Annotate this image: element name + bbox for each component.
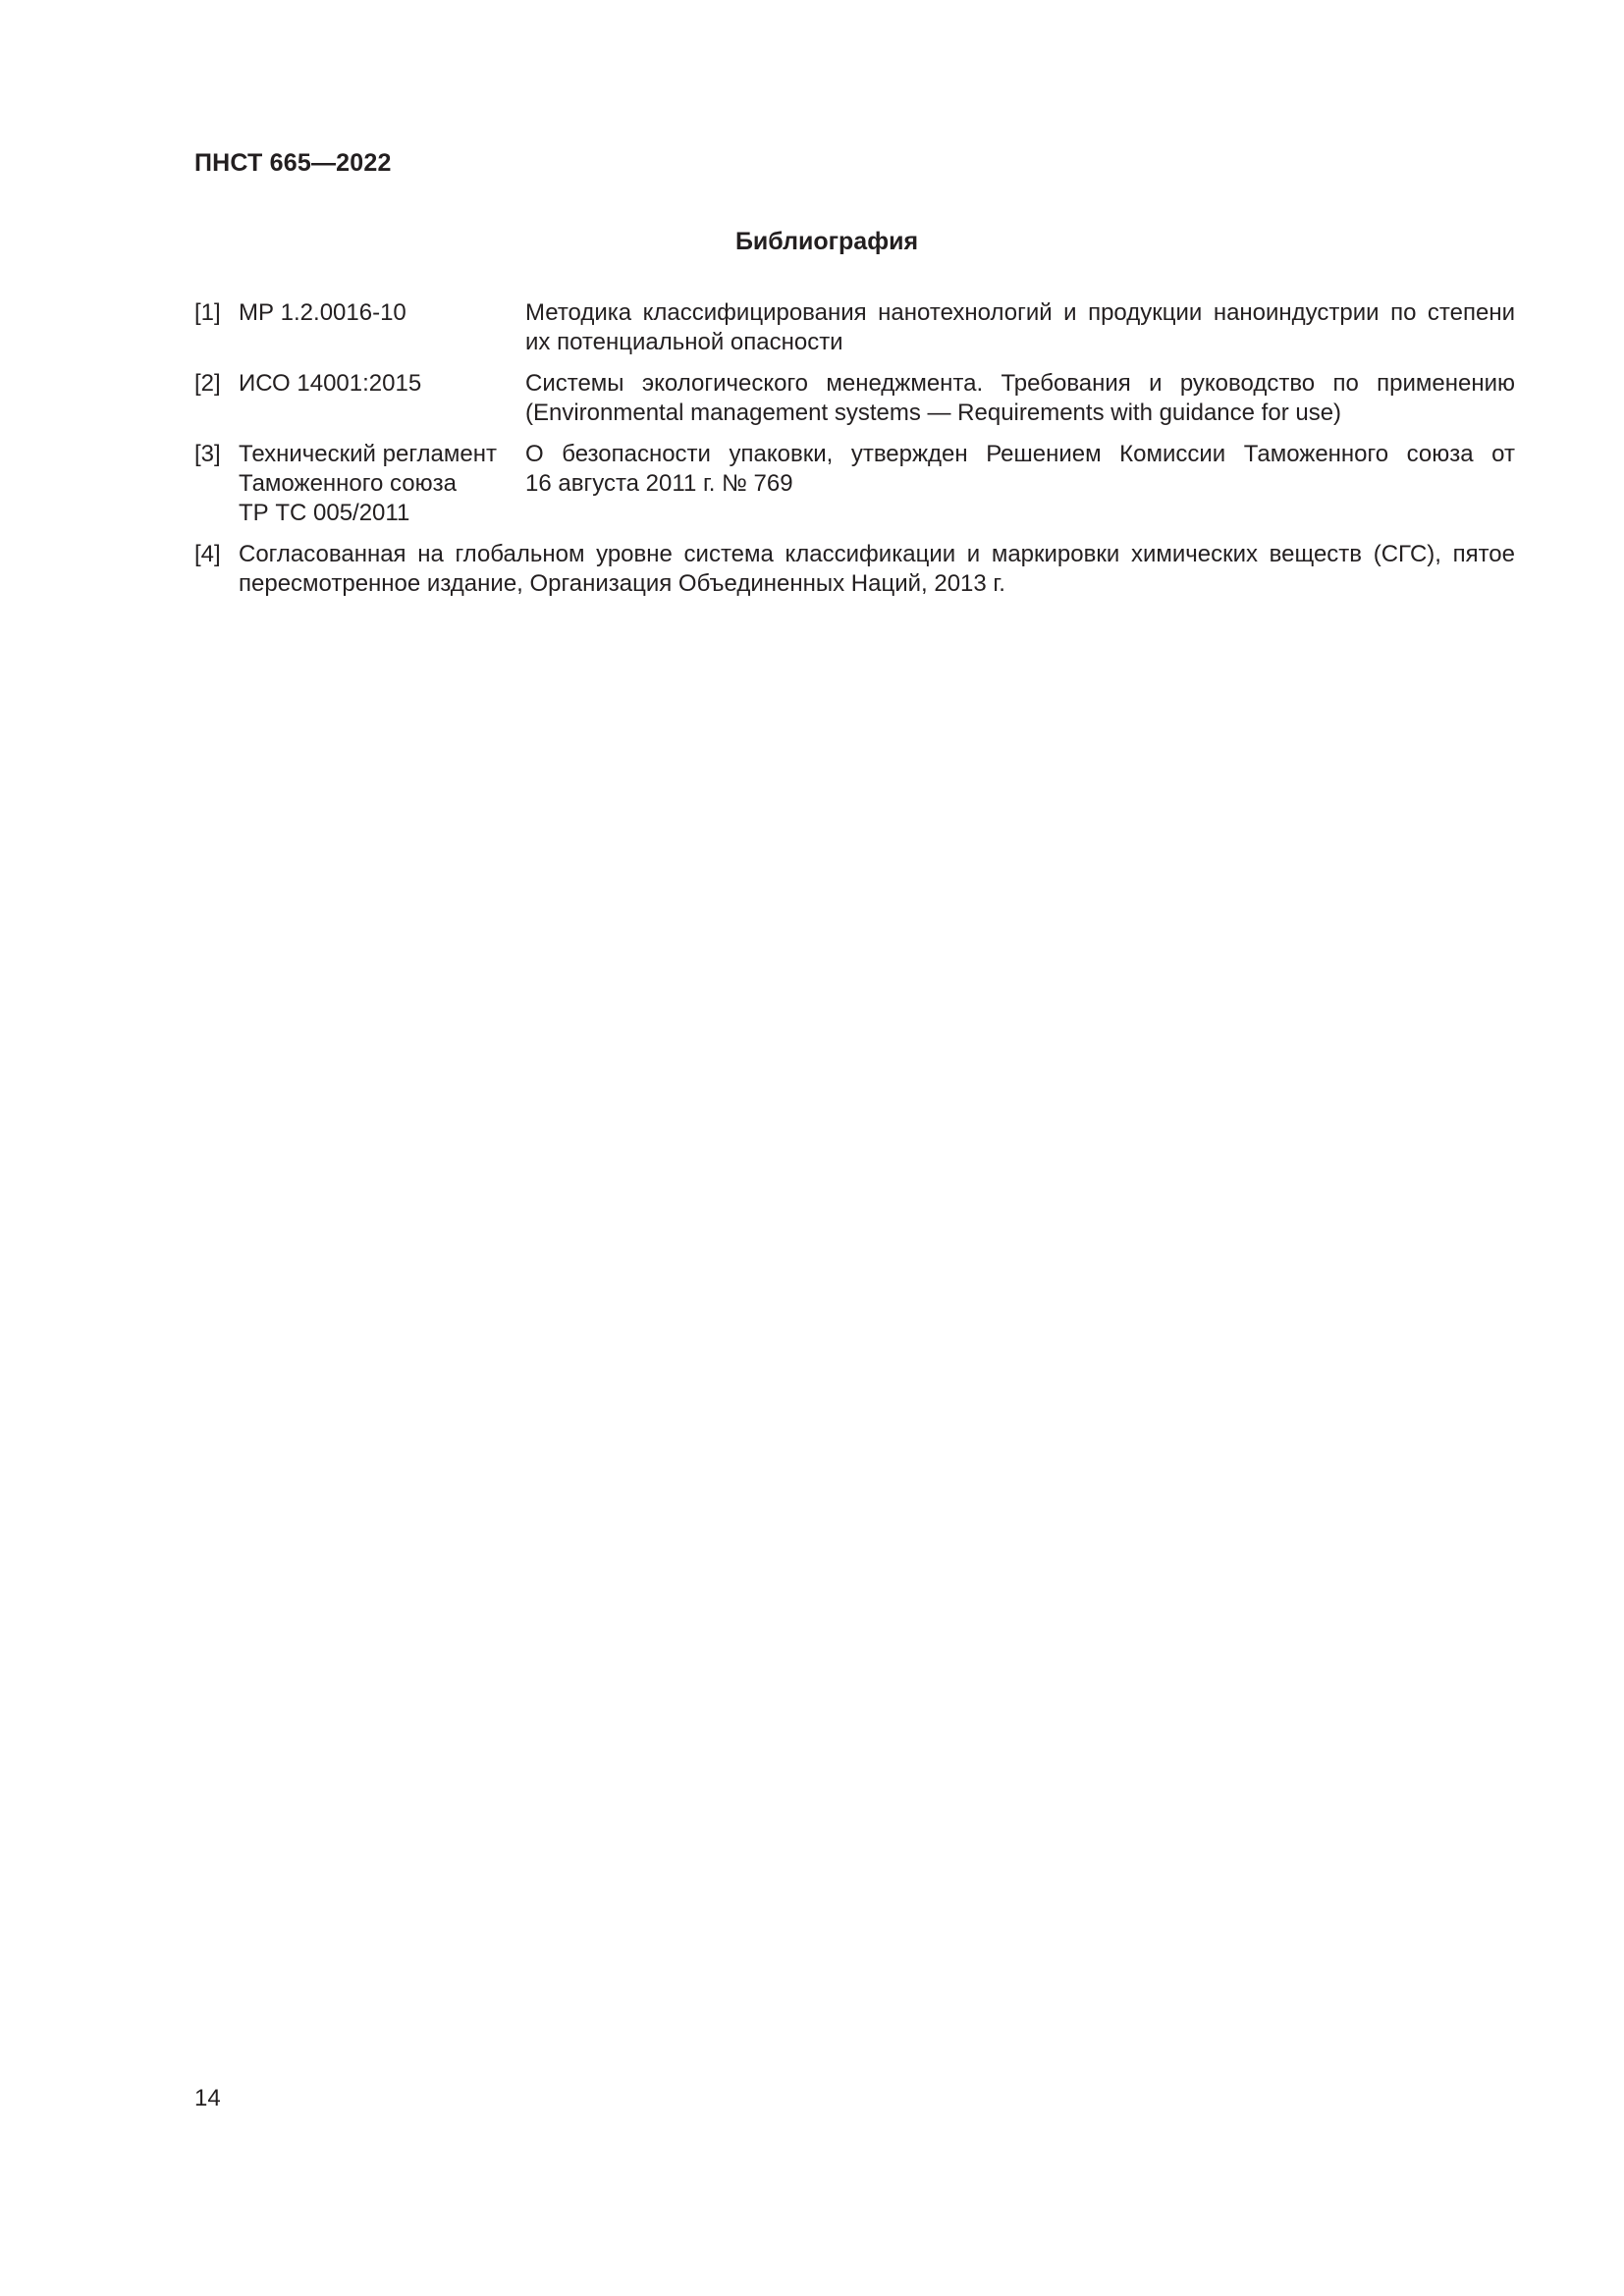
full-text-line: пересмотренное издание, Организация Объединенных Наций, 2013 г. [239,570,1005,597]
reference-line: Таможенного союза [239,470,457,497]
bibliography-list [194,298,1515,611]
entry-number: [1] [194,299,221,326]
bibliography-entry-3 [194,440,1515,528]
reference-line: Технический регламент [239,441,497,467]
entry-reference [239,369,525,428]
description-line: 16 августа 2011 г. № 769 [525,470,793,497]
entry-full-text [239,540,1515,599]
reference-line: МР 1.2.0016-10 [239,299,406,326]
entry-reference [239,440,525,528]
page-number: 14 [194,2085,221,2111]
document-code: ПНСТ 665—2022 [194,149,392,177]
bibliography-title: Библиография [734,228,919,255]
entry-number: [3] [194,441,221,467]
reference-line: ИСО 14001:2015 [239,370,422,397]
entry-description [525,440,1515,528]
description-line: Системы экологического менеджмента. Требования и руководство по применению [525,370,1515,397]
entry-number: [2] [194,370,221,397]
entry-reference [239,298,525,357]
bibliography-entry-4 [194,540,1515,599]
entry-number: [4] [194,541,221,567]
description-line: Методика классифицирования нанотехнологий и продукции наноиндустрии по степени [525,299,1515,326]
description-line: их потенциальной опасности [525,329,843,355]
entry-description [525,298,1515,357]
bibliography-entry-1 [194,298,1515,357]
description-line: (Environmental management systems — Requirements with guidance for use) [525,400,1342,426]
reference-line: ТР ТС 005/2011 [239,500,410,526]
entry-description [525,369,1515,428]
bibliography-entry-2 [194,369,1515,428]
full-text-line: Согласованная на глобальном уровне система классификации и маркировки химических веществ (СГС), пятое [239,541,1515,567]
description-line: О безопасности упаковки, утвержден Решением Комиссии Таможенного союза от [525,441,1515,467]
